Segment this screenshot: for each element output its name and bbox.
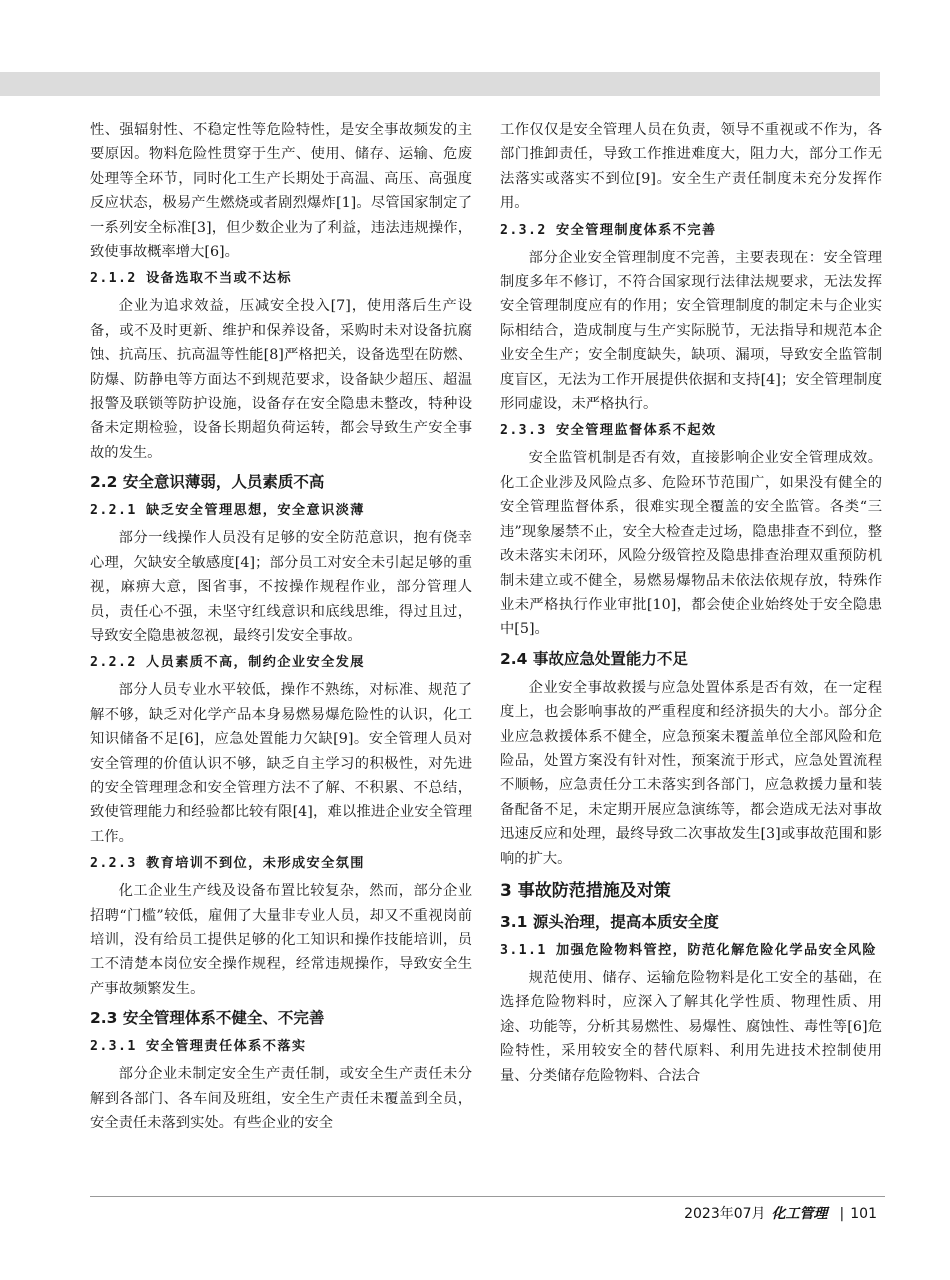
subsection-heading: 2.3.3 安全管理监督体系不起效: [500, 423, 717, 439]
footer-rule: [90, 1196, 885, 1197]
section-heading: 2.4 事故应急处置能力不足: [500, 649, 688, 668]
subsection-heading: 3.1.1 加强危险物料管控，防范化解危险化学品安全风险: [500, 942, 877, 958]
paragraph: 化工企业生产线及设备布置比较复杂，然而，部分企业招聘“门槛”较低，雇佣了大量非专业人员，却又不重视岗前培训，没有给员工提供足够的化工知识和操作技能培训，员工不清楚本岗位安全操作规程，经常违规操作，导致安全生产事故频繁发生。: [90, 883, 472, 997]
footer-separator: |: [839, 1206, 845, 1222]
paragraph: 部分一线操作人员没有足够的安全防范意识，抱有侥幸心理，欠缺安全敏感度[4]；部分员工对安全未引起足够的重视，麻痹大意，图省事，不按操作规程作业，部分管理人员，责任心不强，未坚守红线意识和底线思维，得过且过，导致安全隐患被忽视，最终引发安全事故。: [90, 530, 472, 644]
paragraph: 安全监管机制是否有效，直接影响企业安全管理成效。化工企业涉及风险点多、危险环节范围广，如果没有健全的安全管理监督体系，很难实现全覆盖的安全监管。各类“三违”现象屡禁不止，安全大检查走过场，隐患排查不到位，整改未落实未闭环，风险分级管控及隐患排查治理双重预防机制未建立或不健全，易燃易爆物品未依法依规存放，特殊作业未严格执行作业审批[10]，都会使企业始终处于安全隐患中[5]。: [500, 450, 882, 638]
paragraph: 企业安全事故救援与应急处置体系是否有效，在一定程度上，也会影响事故的严重程度和经济损失的大小。部分企业应急救援体系不健全，应急预案未覆盖单位全部风险和危险品，处置方案没有针对性，预案流于形式，应急处置流程不顺畅，应急责任分工未落实到各部门，应急救援力量和装备配备不足，未定期开展应急演练等，都会造成无法对事故迅速反应和处理，最终导致二次事故发生[3]或事故范围和影响的扩大。: [500, 679, 882, 867]
subsection-heading: 2.2.2 人员素质不高，制约企业安全发展: [90, 655, 365, 671]
page-number: 101: [850, 1206, 877, 1222]
journal-name: 化工管理: [771, 1206, 828, 1222]
subsection-heading: 2.3.1 安全管理责任体系不落实: [90, 1039, 307, 1055]
subsection-heading: 2.2.1 缺乏安全管理思想，安全意识淡薄: [90, 503, 365, 519]
issue-date: 2023年07月: [684, 1206, 766, 1222]
subsection-heading: 2.3.2 安全管理制度体系不完善: [500, 222, 717, 238]
left-column: [90, 118, 472, 1135]
section-heading: 2.2 安全意识薄弱，人员素质不高: [90, 473, 325, 492]
subsection-heading: 2.2.3 教育培训不到位，未形成安全氛围: [90, 856, 365, 872]
paragraph: 部分人员专业水平较低，操作不熟练，对标准、规范了解不够，缺乏对化学产品本身易燃易爆危险性的认识，化工知识储备不足[6]，应急处置能力欠缺[9]。安全管理人员对安全管理的价值认识不够，缺乏自主学习的积极性，对先进的安全管理理念和安全管理方法不了解、不积累、不总结，致使管理能力和经验都比较有限[4]，难以推进企业安全管理工作。: [90, 682, 472, 845]
paragraph: 部分企业安全管理制度不完善，主要表现在：安全管理制度多年不修订，不符合国家现行法律法规要求，无法发挥安全管理制度应有的作用；安全管理制度的制定未与企业实际相结合，造成制度与生产实际脱节，无法指导和规范本企业安全生产；安全制度缺失，缺项、漏项，导致安全监管制度盲区，无法为工作开展提供依据和支持[4]；安全管理制度形同虚设，未严格执行。: [500, 249, 882, 413]
paragraph: 性、强辐射性、不稳定性等危险特性，是安全事故频发的主要原因。物料危险性贯穿于生产、使用、储存、运输、危废处理等全环节，同时化工生产长期处于高温、高压、高强度反应状态，极易产生燃烧或者剧烈爆炸[1]。尽管国家制定了一系列安全标准[3]，但少数企业为了利益，违法违规操作，致使事故概率增大[6]。: [90, 122, 472, 261]
paragraph: 部分企业未制定安全生产责任制，或安全生产责任未分解到各部门、各车间及班组，安全生产责任未覆盖到全员，安全责任未落到实处。有些企业的安全: [90, 1066, 472, 1131]
section-heading: 3.1 源头治理，提高本质安全度: [500, 912, 719, 931]
header-band: [0, 72, 880, 96]
subsection-heading: 2.1.2 设备选取不当或不达标: [90, 271, 292, 287]
right-column: [500, 118, 882, 1088]
paragraph: 企业为追求效益，压减安全投入[7]，使用落后生产设备，或不及时更新、维护和保养设备，采购时未对设备抗腐蚀、抗高压、抗高温等性能[8]严格把关，设备选型在防燃、防爆、防静电等方面达不到规范要求，设备缺少超压、超温报警及联锁等防护设施，设备存在安全隐患未整改，特种设备未定期检验，设备长期超负荷运转，都会导致生产安全事故的发生。: [90, 298, 472, 461]
page-footer: [684, 1203, 877, 1223]
paragraph: 工作仅仅是安全管理人员在负责，领导不重视或不作为，各部门推卸责任，导致工作推进难度大，阻力大，部分工作无法落实或落实不到位[9]。安全生产责任制度未充分发挥作用。: [500, 122, 882, 212]
paragraph: 规范使用、储存、运输危险物料是化工安全的基础，在选择危险物料时，应深入了解其化学性质、物理性质、用途、功能等，分析其易燃性、易爆性、腐蚀性、毒性等[6]危险特性，采用较安全的替代原料、利用先进技术控制使用量、分类储存危险物料、合法合: [500, 969, 882, 1084]
chapter-heading: 3 事故防范措施及对策: [500, 880, 671, 901]
section-heading: 2.3 安全管理体系不健全、不完善: [90, 1009, 325, 1028]
